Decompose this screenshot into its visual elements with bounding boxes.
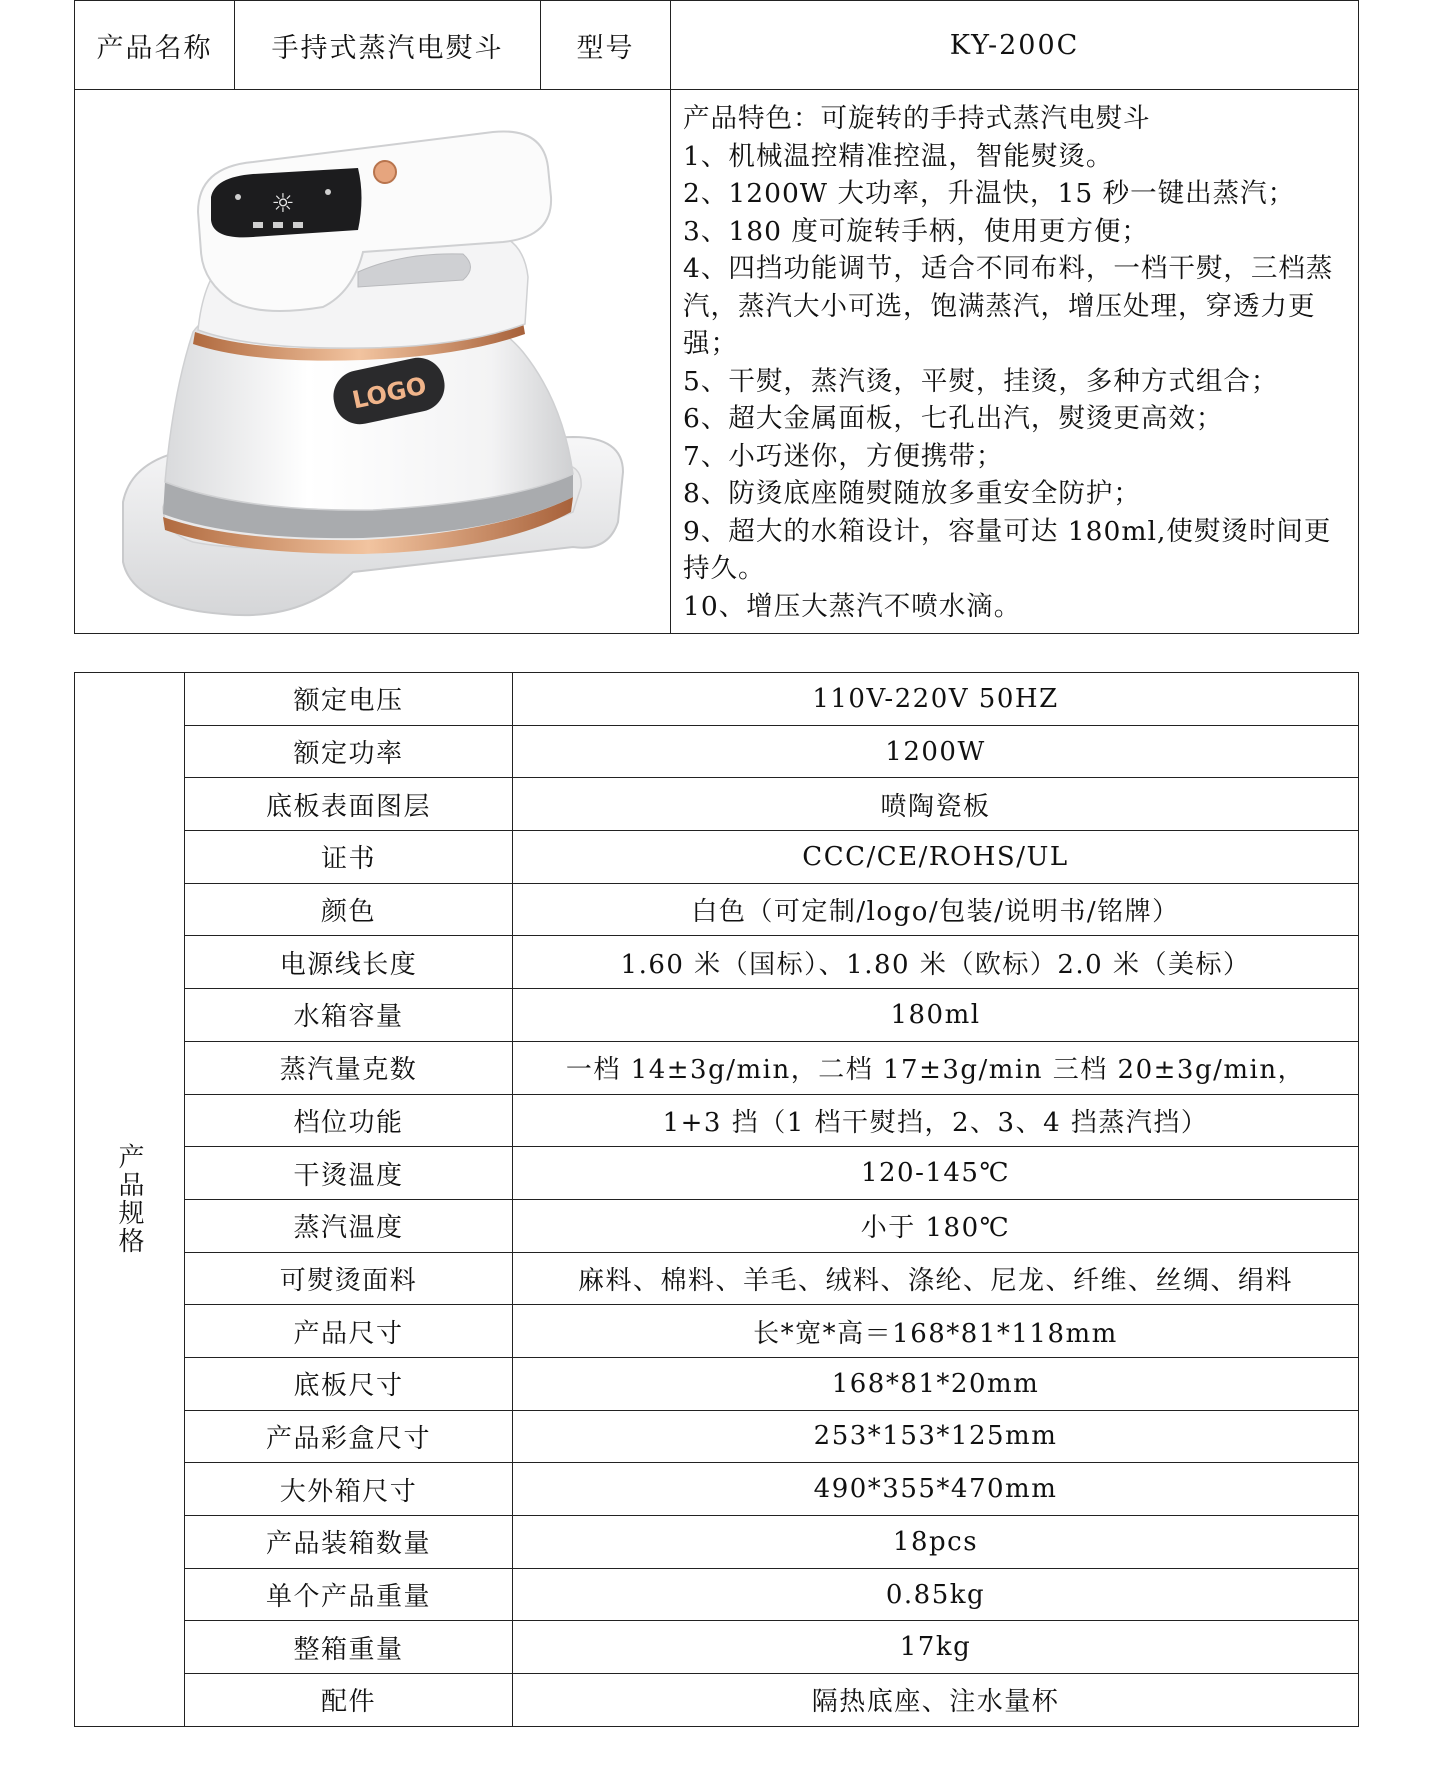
spec-row <box>75 883 1359 936</box>
spec-value: 168*81*20mm <box>513 1357 1359 1410</box>
spec-value: 18pcs <box>513 1516 1359 1569</box>
spec-label: 大外箱尺寸 <box>185 1463 513 1516</box>
spec-row <box>75 1621 1359 1674</box>
spec-value: 1.60 米（国标）、1.80 米（欧标）2.0 米（美标） <box>513 936 1359 989</box>
spec-row <box>75 1568 1359 1621</box>
spec-value: 小于 180℃ <box>513 1199 1359 1252</box>
spec-row <box>75 673 1359 726</box>
spec-value: 0.85kg <box>513 1568 1359 1621</box>
model-value: KY-200C <box>671 1 1359 90</box>
spec-label: 底板尺寸 <box>185 1357 513 1410</box>
product-image-cell <box>75 90 671 634</box>
feature-item: 10、增压大蒸汽不喷水滴。 <box>683 590 1022 622</box>
feature-item: 5、干熨，蒸汽烫，平熨，挂烫，多种方式组合； <box>683 365 1279 397</box>
spec-label: 档位功能 <box>185 1094 513 1147</box>
spec-label: 产品彩盒尺寸 <box>185 1410 513 1463</box>
feature-item: 8、防烫底座随熨随放多重安全防护； <box>683 478 1141 509</box>
spec-row <box>75 1516 1359 1569</box>
spec-row <box>75 1147 1359 1200</box>
spec-label: 产品尺寸 <box>185 1305 513 1358</box>
spec-row <box>75 1305 1359 1358</box>
spec-row <box>75 831 1359 884</box>
spec-value: 隔热底座、注水量杯 <box>513 1674 1359 1727</box>
spec-label: 可熨烫面料 <box>185 1252 513 1305</box>
feature-intro: 产品特色：可旋转的手持式蒸汽电熨斗 <box>683 103 1151 134</box>
product-name-label: 产品名称 <box>75 1 235 90</box>
spec-value: 白色（可定制/logo/包装/说明书/铭牌） <box>513 883 1359 936</box>
spec-table <box>74 672 1359 1727</box>
spec-row <box>75 1199 1359 1252</box>
spec-value: 490*355*470mm <box>513 1463 1359 1516</box>
spec-label: 蒸汽温度 <box>185 1199 513 1252</box>
product-detail-row <box>75 90 1359 634</box>
power-button-icon <box>374 161 396 183</box>
spec-row <box>75 725 1359 778</box>
product-info-table <box>74 0 1359 634</box>
header-row <box>75 1 1359 90</box>
spec-label: 单个产品重量 <box>185 1568 513 1621</box>
spec-value: 17kg <box>513 1621 1359 1674</box>
feature-item: 6、超大金属面板，七孔出汽，熨烫更高效； <box>683 403 1224 434</box>
spec-row <box>75 1252 1359 1305</box>
spec-value: 120-145℃ <box>513 1147 1359 1200</box>
spec-value: 长*宽*高＝168*81*118mm <box>513 1305 1359 1358</box>
spec-row <box>75 1463 1359 1516</box>
spec-value: 180ml <box>513 989 1359 1042</box>
spec-row <box>75 1041 1359 1094</box>
spec-row <box>75 1674 1359 1727</box>
feature-item: 3、180 度可旋转手柄，使用更方便； <box>683 215 1149 247</box>
spec-section-label: 产品规格 <box>75 673 185 1727</box>
feature-item: 4、四挡功能调节，适合不同布料，一档干熨，三档蒸汽，蒸汽大小可选，饱满蒸汽，增压处理，穿透力更强； <box>683 253 1334 359</box>
spec-label: 整箱重量 <box>185 1621 513 1674</box>
model-label: 型号 <box>541 1 671 90</box>
spec-row <box>75 1410 1359 1463</box>
spec-label: 额定功率 <box>185 725 513 778</box>
spec-label: 颜色 <box>185 883 513 936</box>
spec-label: 水箱容量 <box>185 989 513 1042</box>
feature-item: 2、1200W 大功率，升温快，15 秒一键出蒸汽； <box>683 178 1296 209</box>
spec-value: 麻料、棉料、羊毛、绒料、涤纶、尼龙、纤维、丝绸、绢料 <box>513 1252 1359 1305</box>
spec-label: 产品装箱数量 <box>185 1516 513 1569</box>
feature-item: 7、小巧迷你，方便携带； <box>683 440 1004 472</box>
spec-label: 电源线长度 <box>185 936 513 989</box>
spec-value: 1+3 挡（1 档干熨挡，2、3、4 挡蒸汽挡） <box>513 1094 1359 1147</box>
spec-row <box>75 936 1359 989</box>
spec-value: CCC/CE/ROHS/UL <box>513 831 1359 884</box>
spec-label: 额定电压 <box>185 673 513 726</box>
spec-label: 干烫温度 <box>185 1147 513 1200</box>
spec-label: 底板表面图层 <box>185 778 513 831</box>
spec-label: 配件 <box>185 1674 513 1727</box>
feature-item: 9、超大的水箱设计，容量可达 180ml,使熨烫时间更持久。 <box>683 515 1332 584</box>
spec-label: 蒸汽量克数 <box>185 1041 513 1094</box>
logo-text: LOGO <box>349 370 429 414</box>
spec-value: 110V-220V 50HZ <box>513 673 1359 726</box>
features-cell <box>671 90 1359 634</box>
spec-value: 一档 14±3g/min，二档 17±3g/min 三档 20±3g/min， <box>513 1041 1359 1094</box>
svg-text:☼: ☼ <box>270 188 295 219</box>
spec-value: 喷陶瓷板 <box>513 778 1359 831</box>
spec-label: 证书 <box>185 831 513 884</box>
feature-item: 1、机械温控精准控温，智能熨烫。 <box>683 140 1114 172</box>
spec-row <box>75 778 1359 831</box>
spec-value: 1200W <box>513 725 1359 778</box>
product-name-value: 手持式蒸汽电熨斗 <box>235 1 541 90</box>
steam-iron-image <box>103 102 643 622</box>
spec-value: 253*153*125mm <box>513 1410 1359 1463</box>
spec-row <box>75 1357 1359 1410</box>
spec-row <box>75 989 1359 1042</box>
spec-row <box>75 1094 1359 1147</box>
